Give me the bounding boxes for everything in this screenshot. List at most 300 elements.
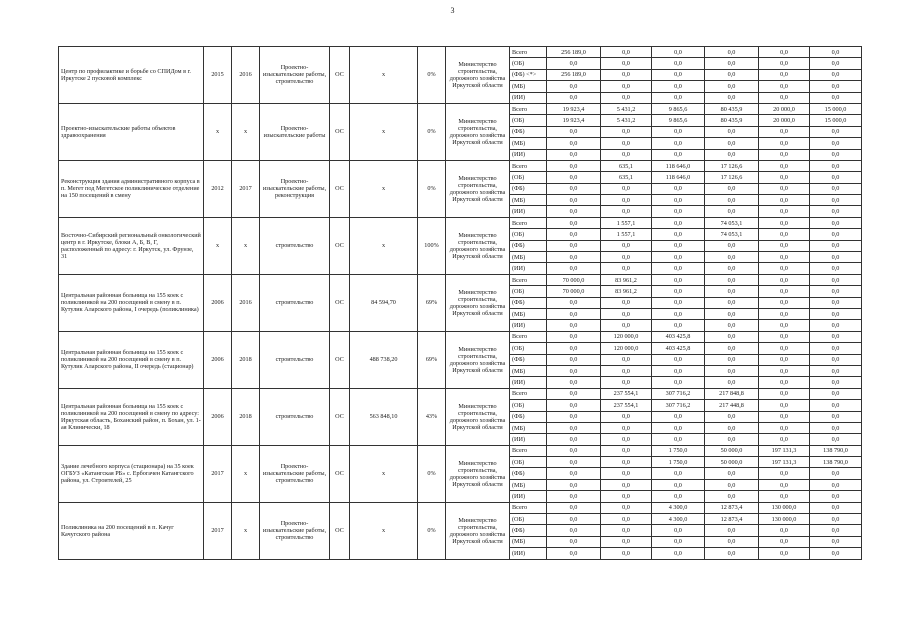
responsible-ministry-cell: Министерство строительства, дорожного хозяйства Иркутской области <box>446 445 510 502</box>
funding-value-cell: 0,0 <box>705 81 759 92</box>
funding-source-label: (МБ) <box>510 536 547 547</box>
funding-value-cell: 74 053,1 <box>705 229 759 240</box>
funding-value-cell: 0,0 <box>810 422 862 433</box>
object-name-cell: Центральная районная больница на 155 коек с поликлиникой на 200 посещений в смену в п. Кутулик Аларского района, I очередь (поликлиника) <box>59 274 204 331</box>
funding-value-cell: 197 131,3 <box>759 457 810 468</box>
end-year-cell: 2018 <box>232 331 260 388</box>
funding-value-cell: 138 790,0 <box>810 445 862 456</box>
funding-value-cell: 130 000,0 <box>759 514 810 525</box>
readiness-cell: 43% <box>418 388 446 445</box>
funding-value-cell: 0,0 <box>652 479 705 490</box>
funding-source-label: (ИИ) <box>510 491 547 502</box>
estimated-cost-cell: 488 738,20 <box>350 331 418 388</box>
funding-value-cell: 635,1 <box>601 160 652 171</box>
work-type-cell: строительство <box>260 217 330 274</box>
object-name-cell: Центральная районная больница на 155 коек с поликлиникой на 200 посещений в смену в п. Кутулик Аларского района, II очередь (стационар) <box>59 331 204 388</box>
funding-value-cell: 0,0 <box>705 525 759 536</box>
funding-value-cell: 307 716,2 <box>652 388 705 399</box>
table-row <box>59 274 899 285</box>
funding-value-cell: 0,0 <box>652 58 705 69</box>
funding-value-cell: 0,0 <box>652 126 705 137</box>
funding-value-cell: 0,0 <box>652 468 705 479</box>
funding-value-cell: 0,0 <box>810 69 862 80</box>
object-type-cell: ОС <box>330 331 350 388</box>
responsible-ministry-cell: Министерство строительства, дорожного хозяйства Иркутской области <box>446 331 510 388</box>
funding-value-cell: 0,0 <box>652 149 705 160</box>
start-year-cell: 2017 <box>204 502 232 559</box>
funding-value-cell: 0,0 <box>705 263 759 274</box>
funding-value-cell: 0,0 <box>705 126 759 137</box>
funding-value-cell: 0,0 <box>652 183 705 194</box>
funding-value-cell: 0,0 <box>810 354 862 365</box>
funding-source-label: (ОБ) <box>510 115 547 126</box>
funding-source-label: Всего <box>510 103 547 114</box>
funding-value-cell: 0,0 <box>705 206 759 217</box>
funding-value-cell: 0,0 <box>810 81 862 92</box>
start-year-cell: 2006 <box>204 331 232 388</box>
funding-value-cell: 0,0 <box>810 365 862 376</box>
funding-value-cell: 0,0 <box>601 548 652 559</box>
funding-value-cell: 0,0 <box>547 457 601 468</box>
funding-value-cell: 0,0 <box>652 263 705 274</box>
funding-value-cell: 0,0 <box>547 126 601 137</box>
funding-value-cell: 0,0 <box>759 479 810 490</box>
funding-value-cell: 0,0 <box>601 69 652 80</box>
funding-value-cell: 0,0 <box>547 138 601 149</box>
funding-value-cell: 0,0 <box>759 58 810 69</box>
funding-source-label: (ОБ) <box>510 58 547 69</box>
funding-value-cell: 0,0 <box>652 252 705 263</box>
funding-value-cell: 0,0 <box>759 172 810 183</box>
funding-source-label: (МБ) <box>510 308 547 319</box>
work-type-cell: Проектно-изыскательские работы <box>260 103 330 160</box>
funding-value-cell: 0,0 <box>810 377 862 388</box>
funding-value-cell: 80 435,9 <box>705 103 759 114</box>
funding-value-cell: 0,0 <box>705 138 759 149</box>
funding-value-cell: 0,0 <box>705 92 759 103</box>
estimated-cost-cell: х <box>350 103 418 160</box>
funding-value-cell: 15 000,0 <box>810 115 862 126</box>
funding-value-cell: 0,0 <box>547 411 601 422</box>
table-row <box>59 388 899 399</box>
funding-value-cell: 217 448,8 <box>705 400 759 411</box>
funding-value-cell: 0,0 <box>547 445 601 456</box>
readiness-cell: 69% <box>418 331 446 388</box>
funding-value-cell: 256 189,0 <box>547 69 601 80</box>
funding-value-cell: 0,0 <box>810 92 862 103</box>
funding-value-cell: 0,0 <box>547 331 601 342</box>
funding-source-label: (МБ) <box>510 195 547 206</box>
responsible-ministry-cell: Министерство строительства, дорожного хозяйства Иркутской области <box>446 103 510 160</box>
funding-value-cell: 0,0 <box>547 377 601 388</box>
funding-value-cell: 0,0 <box>547 536 601 547</box>
funding-value-cell: 0,0 <box>759 69 810 80</box>
funding-value-cell: 0,0 <box>601 195 652 206</box>
object-type-cell: ОС <box>330 217 350 274</box>
estimated-cost-cell: х <box>350 445 418 502</box>
end-year-cell: 2017 <box>232 160 260 217</box>
funding-source-label: (ИИ) <box>510 548 547 559</box>
funding-value-cell: 0,0 <box>652 365 705 376</box>
funding-value-cell: 0,0 <box>810 297 862 308</box>
funding-value-cell: 9 865,6 <box>652 115 705 126</box>
funding-source-label: (ИИ) <box>510 377 547 388</box>
funding-value-cell: 0,0 <box>652 81 705 92</box>
funding-value-cell: 0,0 <box>601 457 652 468</box>
readiness-cell: 0% <box>418 103 446 160</box>
funding-value-cell: 0,0 <box>705 434 759 445</box>
funding-value-cell: 0,0 <box>652 195 705 206</box>
funding-value-cell: 0,0 <box>759 160 810 171</box>
funding-value-cell: 0,0 <box>547 229 601 240</box>
funding-source-label: Всего <box>510 217 547 228</box>
funding-value-cell: 0,0 <box>759 240 810 251</box>
funding-value-cell: 0,0 <box>547 297 601 308</box>
funding-value-cell: 0,0 <box>810 320 862 331</box>
funding-value-cell: 197 131,3 <box>759 445 810 456</box>
object-name-cell: Поликлиника на 200 посещений в п. Качуг Качугского района <box>59 502 204 559</box>
funding-value-cell: 0,0 <box>652 286 705 297</box>
funding-value-cell: 0,0 <box>759 286 810 297</box>
funding-value-cell: 0,0 <box>652 434 705 445</box>
funding-value-cell: 0,0 <box>705 343 759 354</box>
funding-value-cell: 0,0 <box>705 491 759 502</box>
funding-value-cell: 0,0 <box>547 308 601 319</box>
funding-value-cell: 19 923,4 <box>547 103 601 114</box>
funding-value-cell: 0,0 <box>652 548 705 559</box>
object-name-cell: Центральная районная больница на 155 коек с поликлиникой на 200 посещений в смену по адресу: Иркутская область, Боханский район, п. Бохан, ул. 1-ая Клинически, 18 <box>59 388 204 445</box>
funding-source-label: (ОБ) <box>510 514 547 525</box>
table-row <box>59 47 899 58</box>
funding-value-cell: 0,0 <box>810 286 862 297</box>
funding-value-cell: 0,0 <box>705 320 759 331</box>
funding-source-label: (ФБ) <box>510 297 547 308</box>
funding-value-cell: 0,0 <box>705 411 759 422</box>
funding-value-cell: 1 557,1 <box>601 229 652 240</box>
funding-value-cell: 0,0 <box>601 47 652 58</box>
responsible-ministry-cell: Министерство строительства, дорожного хозяйства Иркутской области <box>446 47 510 104</box>
funding-value-cell: 0,0 <box>652 47 705 58</box>
funding-value-cell: 0,0 <box>759 491 810 502</box>
funding-value-cell: 0,0 <box>810 263 862 274</box>
funding-value-cell: 0,0 <box>705 286 759 297</box>
funding-value-cell: 0,0 <box>810 160 862 171</box>
funding-value-cell: 0,0 <box>810 411 862 422</box>
responsible-ministry-cell: Министерство строительства, дорожного хозяйства Иркутской области <box>446 502 510 559</box>
funding-value-cell: 0,0 <box>705 308 759 319</box>
funding-value-cell: 5 431,2 <box>601 115 652 126</box>
funding-value-cell: 0,0 <box>652 525 705 536</box>
funding-value-cell: 118 646,0 <box>652 160 705 171</box>
funding-value-cell: 0,0 <box>810 58 862 69</box>
funding-value-cell: 0,0 <box>705 47 759 58</box>
funding-value-cell: 0,0 <box>705 548 759 559</box>
funding-value-cell: 0,0 <box>547 468 601 479</box>
work-type-cell: строительство <box>260 331 330 388</box>
funding-value-cell: 4 300,0 <box>652 502 705 513</box>
funding-value-cell: 0,0 <box>759 252 810 263</box>
funding-value-cell: 0,0 <box>547 354 601 365</box>
responsible-ministry-cell: Министерство строительства, дорожного хозяйства Иркутской области <box>446 217 510 274</box>
funding-value-cell: 0,0 <box>810 400 862 411</box>
funding-value-cell: 0,0 <box>547 263 601 274</box>
funding-value-cell: 0,0 <box>759 411 810 422</box>
funding-value-cell: 83 961,2 <box>601 274 652 285</box>
estimated-cost-cell: 84 594,70 <box>350 274 418 331</box>
funding-value-cell: 0,0 <box>652 308 705 319</box>
funding-value-cell: 0,0 <box>810 126 862 137</box>
funding-value-cell: 0,0 <box>547 81 601 92</box>
funding-value-cell: 5 431,2 <box>601 103 652 114</box>
funding-value-cell: 403 425,8 <box>652 331 705 342</box>
funding-value-cell: 0,0 <box>705 536 759 547</box>
funding-value-cell: 0,0 <box>810 138 862 149</box>
funding-source-label: (ИИ) <box>510 320 547 331</box>
funding-value-cell: 1 750,0 <box>652 445 705 456</box>
funding-value-cell: 0,0 <box>759 126 810 137</box>
readiness-cell: 0% <box>418 502 446 559</box>
funding-value-cell: 0,0 <box>705 195 759 206</box>
funding-value-cell: 0,0 <box>547 525 601 536</box>
funding-source-label: (ФБ) <box>510 411 547 422</box>
funding-value-cell: 0,0 <box>652 320 705 331</box>
funding-value-cell: 0,0 <box>601 240 652 251</box>
end-year-cell: 2018 <box>232 388 260 445</box>
responsible-ministry-cell: Министерство строительства, дорожного хозяйства Иркутской области <box>446 160 510 217</box>
funding-value-cell: 0,0 <box>601 183 652 194</box>
funding-value-cell: 0,0 <box>652 377 705 388</box>
funding-value-cell: 0,0 <box>547 320 601 331</box>
funding-value-cell: 0,0 <box>547 172 601 183</box>
funding-value-cell: 0,0 <box>810 514 862 525</box>
funding-value-cell: 0,0 <box>547 422 601 433</box>
funding-source-label: (ФБ) <box>510 525 547 536</box>
funding-source-label: (МБ) <box>510 138 547 149</box>
funding-value-cell: 0,0 <box>705 252 759 263</box>
funding-value-cell: 0,0 <box>759 320 810 331</box>
table-row <box>59 217 899 228</box>
funding-value-cell: 0,0 <box>652 69 705 80</box>
funding-value-cell: 0,0 <box>810 479 862 490</box>
end-year-cell: 2016 <box>232 274 260 331</box>
funding-value-cell: 0,0 <box>759 217 810 228</box>
funding-value-cell: 0,0 <box>705 479 759 490</box>
responsible-ministry-cell: Министерство строительства, дорожного хозяйства Иркутской области <box>446 388 510 445</box>
funding-value-cell: 0,0 <box>652 354 705 365</box>
funding-value-cell: 0,0 <box>547 400 601 411</box>
work-type-cell: Проектно-изыскательские работы, строительство <box>260 445 330 502</box>
funding-value-cell: 0,0 <box>652 217 705 228</box>
table-row <box>59 502 899 513</box>
funding-value-cell: 0,0 <box>601 320 652 331</box>
funding-value-cell: 0,0 <box>759 365 810 376</box>
funding-value-cell: 120 000,0 <box>601 343 652 354</box>
funding-source-label: Всего <box>510 47 547 58</box>
funding-value-cell: 0,0 <box>759 388 810 399</box>
funding-value-cell: 0,0 <box>810 252 862 263</box>
funding-source-label: (ОБ) <box>510 400 547 411</box>
funding-value-cell: 0,0 <box>652 411 705 422</box>
funding-source-label: (ФБ) <box>510 126 547 137</box>
funding-source-label: (ОБ) <box>510 229 547 240</box>
table-row <box>59 331 899 342</box>
funding-value-cell: 0,0 <box>705 274 759 285</box>
object-type-cell: ОС <box>330 388 350 445</box>
funding-source-label: (ОБ) <box>510 172 547 183</box>
funding-value-cell: 0,0 <box>705 468 759 479</box>
funding-value-cell: 0,0 <box>810 206 862 217</box>
funding-value-cell: 0,0 <box>652 491 705 502</box>
funding-value-cell: 0,0 <box>705 58 759 69</box>
work-type-cell: Проектно-изыскательские работы, реконструкция <box>260 160 330 217</box>
funding-value-cell: 70 000,0 <box>547 286 601 297</box>
funding-value-cell: 0,0 <box>705 183 759 194</box>
funding-value-cell: 0,0 <box>810 149 862 160</box>
funding-value-cell: 0,0 <box>547 240 601 251</box>
funding-value-cell: 0,0 <box>705 377 759 388</box>
start-year-cell: 2006 <box>204 388 232 445</box>
funding-value-cell: 0,0 <box>601 434 652 445</box>
funding-value-cell: 0,0 <box>601 536 652 547</box>
funding-value-cell: 0,0 <box>759 183 810 194</box>
estimated-cost-cell: х <box>350 217 418 274</box>
funding-value-cell: 0,0 <box>547 206 601 217</box>
funding-source-label: (ОБ) <box>510 343 547 354</box>
funding-value-cell: 0,0 <box>810 183 862 194</box>
table-row <box>59 445 899 456</box>
funding-value-cell: 138 790,0 <box>810 457 862 468</box>
funding-value-cell: 0,0 <box>759 343 810 354</box>
work-type-cell: Проектно-изыскательские работы, строительство <box>260 502 330 559</box>
funding-source-label: Всего <box>510 388 547 399</box>
funding-source-label: (ИИ) <box>510 206 547 217</box>
funding-value-cell: 1 557,1 <box>601 217 652 228</box>
start-year-cell: х <box>204 217 232 274</box>
object-type-cell: ОС <box>330 47 350 104</box>
funding-source-label: (МБ) <box>510 252 547 263</box>
object-type-cell: ОС <box>330 103 350 160</box>
funding-value-cell: 0,0 <box>759 81 810 92</box>
start-year-cell: 2017 <box>204 445 232 502</box>
funding-value-cell: 0,0 <box>652 297 705 308</box>
funding-source-label: (ФБ) <*> <box>510 69 547 80</box>
funding-value-cell: 0,0 <box>547 365 601 376</box>
estimated-cost-cell: х <box>350 160 418 217</box>
work-type-cell: Проектно-изыскательские работы, строительство <box>260 47 330 104</box>
funding-value-cell: 0,0 <box>759 274 810 285</box>
readiness-cell: 100% <box>418 217 446 274</box>
funding-value-cell: 0,0 <box>705 240 759 251</box>
funding-value-cell: 635,1 <box>601 172 652 183</box>
end-year-cell: х <box>232 217 260 274</box>
object-name-cell: Восточно-Сибирский региональный онкологический центр в г. Иркутске, блоки А, Б, В, Г, расположенный по адресу: г. Иркутск, ул. Фрунзе, 31 <box>59 217 204 274</box>
funding-value-cell: 0,0 <box>810 47 862 58</box>
funding-value-cell: 0,0 <box>547 195 601 206</box>
funding-value-cell: 0,0 <box>547 479 601 490</box>
funding-value-cell: 0,0 <box>601 365 652 376</box>
funding-value-cell: 0,0 <box>601 422 652 433</box>
funding-source-label: (ИИ) <box>510 434 547 445</box>
funding-value-cell: 0,0 <box>810 491 862 502</box>
funding-value-cell: 0,0 <box>759 308 810 319</box>
funding-value-cell: 0,0 <box>601 297 652 308</box>
funding-value-cell: 50 000,0 <box>705 457 759 468</box>
funding-source-label: Всего <box>510 274 547 285</box>
start-year-cell: 2012 <box>204 160 232 217</box>
funding-value-cell: 0,0 <box>759 92 810 103</box>
funding-source-label: (ФБ) <box>510 468 547 479</box>
funding-value-cell: 0,0 <box>601 514 652 525</box>
end-year-cell: х <box>232 445 260 502</box>
funding-value-cell: 217 848,8 <box>705 388 759 399</box>
funding-value-cell: 0,0 <box>759 377 810 388</box>
start-year-cell: 2006 <box>204 274 232 331</box>
capital-investment-table <box>58 46 899 560</box>
readiness-cell: 0% <box>418 47 446 104</box>
funding-value-cell: 0,0 <box>759 548 810 559</box>
funding-value-cell: 0,0 <box>759 434 810 445</box>
object-type-cell: ОС <box>330 445 350 502</box>
funding-value-cell: 0,0 <box>547 502 601 513</box>
funding-value-cell: 0,0 <box>810 536 862 547</box>
funding-source-label: Всего <box>510 160 547 171</box>
funding-value-cell: 0,0 <box>601 468 652 479</box>
funding-value-cell: 0,0 <box>652 92 705 103</box>
funding-value-cell: 0,0 <box>810 172 862 183</box>
funding-source-label: (ФБ) <box>510 240 547 251</box>
readiness-cell: 69% <box>418 274 446 331</box>
funding-value-cell: 0,0 <box>759 331 810 342</box>
funding-value-cell: 17 126,6 <box>705 160 759 171</box>
object-name-cell: Центр по профилактике и борьбе со СПИДом в г. Иркутске 2 пусковой комплекс <box>59 47 204 104</box>
funding-source-label: (ОБ) <box>510 286 547 297</box>
funding-source-label: (МБ) <box>510 81 547 92</box>
funding-value-cell: 0,0 <box>547 252 601 263</box>
funding-value-cell: 0,0 <box>547 92 601 103</box>
funding-value-cell: 4 300,0 <box>652 514 705 525</box>
funding-value-cell: 0,0 <box>601 502 652 513</box>
object-type-cell: ОС <box>330 502 350 559</box>
object-type-cell: ОС <box>330 274 350 331</box>
object-type-cell: ОС <box>330 160 350 217</box>
funding-value-cell: 0,0 <box>652 422 705 433</box>
funding-value-cell: 0,0 <box>810 434 862 445</box>
funding-value-cell: 0,0 <box>547 217 601 228</box>
funding-value-cell: 0,0 <box>810 343 862 354</box>
funding-value-cell: 0,0 <box>810 331 862 342</box>
funding-value-cell: 0,0 <box>547 183 601 194</box>
end-year-cell: х <box>232 103 260 160</box>
funding-value-cell: 17 126,6 <box>705 172 759 183</box>
funding-value-cell: 0,0 <box>601 525 652 536</box>
funding-value-cell: 12 873,4 <box>705 514 759 525</box>
estimated-cost-cell: 563 848,10 <box>350 388 418 445</box>
funding-source-label: (ИИ) <box>510 92 547 103</box>
work-type-cell: строительство <box>260 388 330 445</box>
funding-value-cell: 0,0 <box>810 525 862 536</box>
funding-value-cell: 403 425,8 <box>652 343 705 354</box>
funding-value-cell: 0,0 <box>810 502 862 513</box>
funding-value-cell: 0,0 <box>652 240 705 251</box>
funding-source-label: (ОБ) <box>510 457 547 468</box>
funding-value-cell: 0,0 <box>601 445 652 456</box>
funding-value-cell: 0,0 <box>759 149 810 160</box>
funding-value-cell: 0,0 <box>810 548 862 559</box>
funding-value-cell: 0,0 <box>810 468 862 479</box>
funding-value-cell: 0,0 <box>601 491 652 502</box>
funding-value-cell: 0,0 <box>601 411 652 422</box>
funding-value-cell: 74 053,1 <box>705 217 759 228</box>
